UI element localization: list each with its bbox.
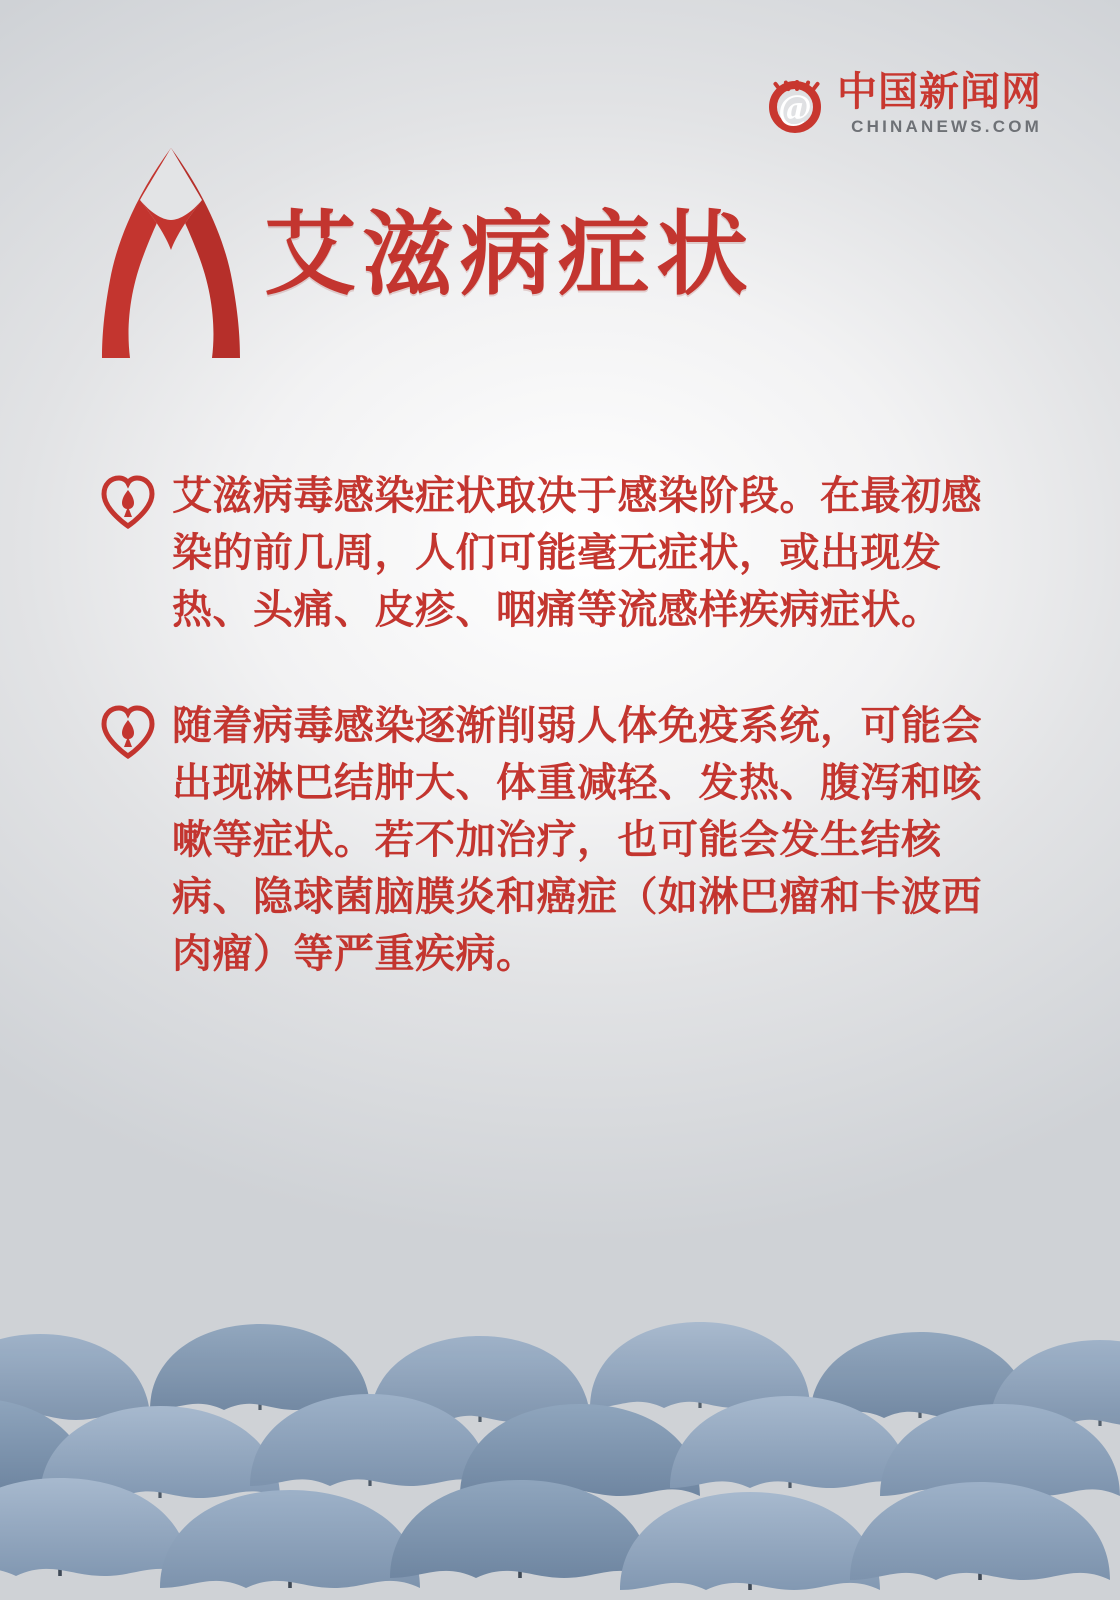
list-item — [100, 698, 1000, 982]
page-title: 艾滋病症状 — [264, 204, 755, 306]
logo-wordmark — [837, 72, 1042, 135]
blue-umbrellas-illustration — [0, 1300, 1120, 1600]
logo-chinese-name: 中国新闻网 — [837, 70, 1042, 114]
logo-at-glyph: @ — [778, 86, 812, 127]
heart-ribbon-icon — [100, 474, 156, 530]
heart-ribbon-icon — [100, 704, 156, 760]
at-sign-icon — [769, 75, 827, 133]
aids-awareness-ribbon-icon — [96, 140, 246, 370]
symptom-list — [100, 468, 1000, 1042]
logo-english-name: CHINANEWS.COM — [851, 117, 1042, 136]
chinanews-logo — [769, 72, 1042, 135]
poster-header — [96, 140, 754, 370]
symptom-paragraph-1: 艾滋病毒感染症状取决于感染阶段。在最初感染的前几周，人们可能毫无症状，或出现发热、头痛、皮疹、咽痛等流感样疾病症状。 — [172, 474, 982, 632]
list-item — [100, 468, 1000, 638]
symptom-paragraph-2: 随着病毒感染逐渐削弱人体免疫系统，可能会出现淋巴结肿大、体重减轻、发热、腹泻和咳嗽等症状。若不加治疗，也可能会发生结核病、隐球菌脑膜炎和癌症（如淋巴瘤和卡波西肉瘤）等严重疾病。 — [172, 704, 982, 976]
